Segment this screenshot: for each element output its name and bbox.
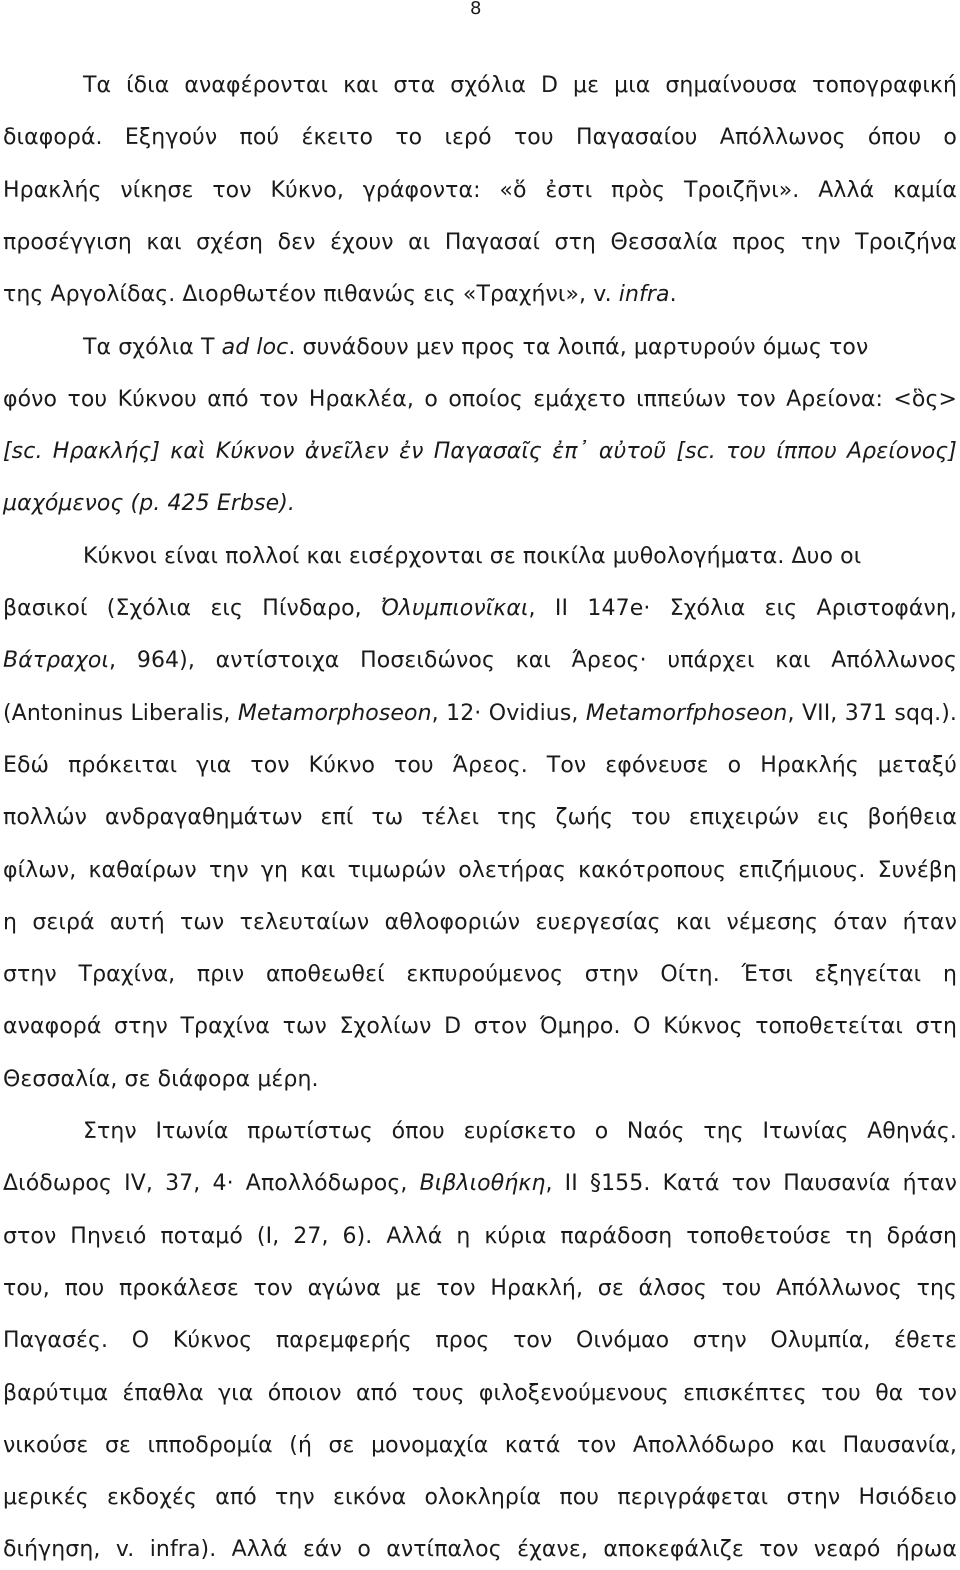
text-segment: Κύκνοι είναι πολλοί και εισέρχονται σε ποικίλα μυθολογήματα. Δυο οι <box>83 543 862 569</box>
text-line <box>3 694 957 734</box>
text-segment: Θεσσαλία, σε διάφορα μέρη. <box>3 1066 319 1092</box>
text-line <box>83 328 868 368</box>
text-segment: μερικές εκδοχές από την εικόνα ολοκληρία που περιγράφεται στην Ησιόδειο <box>3 1485 957 1511</box>
text-segment: . <box>669 282 677 308</box>
text-segment: η σειρά αυτή των τελευταίων αθλοφοριών ευεργεσίας και νέμεσης όταν ήταν <box>3 909 957 935</box>
text-segment: φίλων, καθαίρων την γη και τιμωρών ολετήρας κακότροπους επιζήμιους. Συνέβη <box>3 857 957 883</box>
text-line <box>3 641 957 681</box>
text-segment: Τα σχόλια T <box>83 334 222 360</box>
text-segment: , 12· Ovidius, <box>431 700 586 726</box>
text-line <box>3 380 957 420</box>
text-segment: στην Τραχίνα, πριν αποθεωθεί εκπυρούμενος στην Οίτη. Έτσι εξηγείται η <box>3 962 957 988</box>
text-line <box>3 1478 957 1518</box>
text-segment: της Αργολίδας. Διορθωτέον πιθανώς εις «Τραχήνι», v. <box>3 282 619 308</box>
text-line <box>3 1060 319 1100</box>
italic-text: Metamorfphoseon <box>585 700 788 726</box>
text-segment: , VII, 371 sqq.). <box>787 700 957 726</box>
text-segment: διαφορά. Εξηγούν πού έκειτο το ιερό του Παγασαίου Απόλλωνος όπου ο <box>3 125 957 151</box>
text-line <box>3 484 295 524</box>
text-line <box>83 66 957 106</box>
text-line <box>3 1321 957 1361</box>
text-segment: νικούσε σε ιπποδρομία (ή σε μονομαχία κατά τον Απολλόδωρο και Παυσανία, <box>3 1432 957 1458</box>
text-line <box>3 1530 957 1570</box>
text-segment: βασικοί (Σχόλια εις Πίνδαρο, <box>3 596 382 621</box>
text-segment: . συνάδουν μεν προς τα λοιπά, μαρτυρούν όμως τον <box>288 334 869 360</box>
page-number-text: 8 <box>470 0 482 19</box>
italic-text: Βιβλιοθήκη <box>419 1171 546 1197</box>
text-segment: Διόδωρος IV, 37, 4· Απολλόδωρος, <box>3 1171 420 1197</box>
text-line <box>3 1374 957 1414</box>
italic-text: infra <box>618 282 670 308</box>
text-segment: διήγηση, v. infra). Αλλά εάν ο αντίπαλος έχανε, αποκεφάλιζε τον νεαρό ήρωα <box>3 1537 957 1563</box>
text-segment: του, που προκάλεσε τον αγώνα με τον Ηρακλή, σε άλσος του Απόλλωνος της <box>3 1275 957 1301</box>
text-segment: αναφορά στην Τραχίνα των Σχολίων D στον Όμηρο. Ο Κύκνος τοποθετείται στη <box>3 1014 957 1040</box>
text-line <box>3 1269 957 1309</box>
text-line <box>3 589 957 629</box>
text-line <box>83 1112 957 1152</box>
italic-text: Ὀλυμπιονῖκαι <box>381 596 529 621</box>
text-line <box>3 903 957 943</box>
italic-text: [sc. Ηρακλής] καὶ Κύκνον ἀνεῖλεν ἐν Παγασαῖς ἐπ᾽ αὐτοῦ [sc. του ίππου Αρείονος] <box>3 439 957 465</box>
text-segment: προσέγγιση και σχέση δεν έχουν αι Παγασαί στη Θεσσαλία προς την Τροιζήνα <box>3 229 957 255</box>
text-segment: Εδώ πρόκειται για τον Κύκνο του Άρεος. Τον εφόνευσε ο Ηρακλής μεταξύ <box>3 752 957 778</box>
text-line <box>3 1426 957 1466</box>
text-line <box>3 851 957 891</box>
text-line <box>3 1217 957 1257</box>
text-segment: , 964), αντίστοιχα Ποσειδώνος και Άρεος· υπάρχει και Απόλλωνος <box>109 648 957 674</box>
text-line <box>83 537 861 577</box>
text-line <box>3 275 677 315</box>
text-segment: φόνο του Κύκνου από τον Ηρακλέα, ο οποίος εμάχετο ιππεύων τον Αρείονα: <ὃς> <box>3 386 957 412</box>
page-number <box>0 0 960 22</box>
italic-text: Βάτραχοι <box>3 648 110 674</box>
text-line <box>3 171 957 211</box>
italic-text: ad loc <box>221 334 289 360</box>
text-segment: Τα ίδια αναφέρονται και στα σχόλια D με μια σημαίνουσα τοπογραφική <box>83 73 957 98</box>
text-segment: , II 147e· Σχόλια εις Αριστοφάνη, <box>528 596 957 621</box>
text-line <box>3 955 957 995</box>
italic-text: Metamorphoseon <box>237 700 432 726</box>
text-segment: Ηρακλής νίκησε τον Κύκνο, γράφοντα: «ὅ ἐστι πρὸς Τροιζῆνι». Αλλά καμία <box>3 177 957 203</box>
text-line <box>3 432 957 472</box>
text-line <box>3 118 957 158</box>
text-segment: Στην Ιτωνία πρωτίστως όπου ευρίσκετο ο Ναός της Ιτωνίας Αθηνάς. <box>83 1119 957 1144</box>
text-line <box>3 223 957 263</box>
text-segment: πολλών ανδραγαθημάτων επί τω τέλει της ζωής του επιχειρών εις βοήθεια <box>3 805 957 831</box>
text-line <box>3 1164 957 1204</box>
text-line <box>3 798 957 838</box>
text-line <box>3 746 957 786</box>
text-line <box>3 1007 957 1047</box>
text-segment: Παγασές. Ο Κύκνος παρεμφερής προς τον Οινόμαο στην Ολυμπία, έθετε <box>3 1328 957 1354</box>
italic-text: μαχόμενος (p. 425 Erbse). <box>3 491 296 517</box>
text-segment: (Antoninus Liberalis, <box>3 700 238 726</box>
text-segment: , II §155. Κατά τον Παυσανία ήταν <box>545 1171 957 1197</box>
text-segment: βαρύτιμα έπαθλα για όποιον από τους φιλοξενούμενους επισκέπτες του θα τον <box>3 1380 957 1406</box>
text-segment: στον Πηνειό ποταμό (I, 27, 6). Αλλά η κύρια παράδοση τοποθετούσε τη δράση <box>3 1223 957 1249</box>
